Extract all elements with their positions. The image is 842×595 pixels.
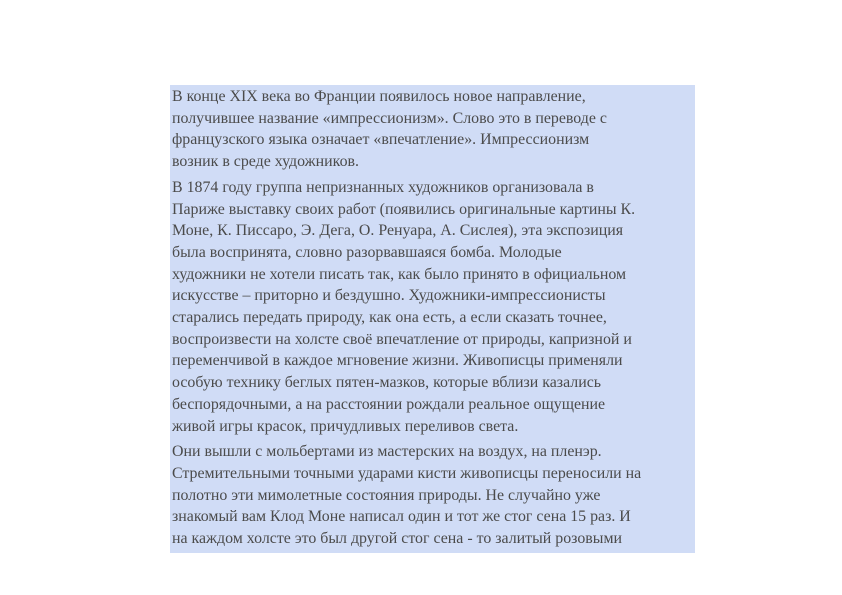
text-line: искусстве – приторно и бездушно. Художники-импрессионисты xyxy=(172,287,606,305)
text-line: старались передать природу, как она есть, а если сказать точнее, xyxy=(172,309,607,327)
text-line: воспроизвести на холсте своё впечатление от природы, капризной и xyxy=(172,330,632,348)
text-line: Париже выставку своих работ (появились оригинальные картины К. xyxy=(172,200,636,218)
text-line: беспорядочными, а на расстоянии рождали реальное ощущение xyxy=(172,395,606,413)
paragraph-exhibition xyxy=(172,177,693,437)
text-line: знакомый вам Клод Моне написал один и тот же стог сена 15 раз. И xyxy=(172,508,631,526)
text-line: В конце XIX века во Франции появилось новое направление, xyxy=(172,88,586,105)
text-line: полотно эти мимолетные состояния природы. Не случайно уже xyxy=(172,486,601,504)
text-line: французского языка означает «впечатление». Импрессионизм xyxy=(172,131,590,149)
text-line: была воспринята, словно разорвавшаяся бомба. Молодые xyxy=(172,243,562,261)
text-line: В 1874 году группа непризнанных художников организовала в xyxy=(172,178,594,196)
text-line: переменчивой в каждое мгновение жизни. Живописцы применяли xyxy=(172,352,623,370)
paragraph-plein-air xyxy=(172,441,693,550)
text-line: возник в среде художников. xyxy=(172,153,359,171)
text-line: особую технику беглых пятен-мазков, которые вблизи казались xyxy=(172,374,601,392)
text-line: Стремительными точными ударами кисти живописцы переносили на xyxy=(172,464,642,482)
highlighted-text-box xyxy=(170,85,695,553)
paragraph-intro xyxy=(172,86,693,173)
text-line: художники не хотели писать так, как было принято в официальном xyxy=(172,265,627,283)
text-line: на каждом холсте это был другой стог сена - то залитый розовыми xyxy=(172,530,623,548)
text-line: Моне, К. Писсаро, Э. Дега, О. Ренуара, А. Сислея), эта экспозиция xyxy=(172,222,624,240)
text-line: получившее название «импрессионизм». Слово это в переводе с xyxy=(172,109,607,127)
text-line: живой игры красок, причудливых переливов света. xyxy=(172,417,519,435)
text-line: Они вышли с мольбертами из мастерских на воздух, на пленэр. xyxy=(172,443,602,461)
